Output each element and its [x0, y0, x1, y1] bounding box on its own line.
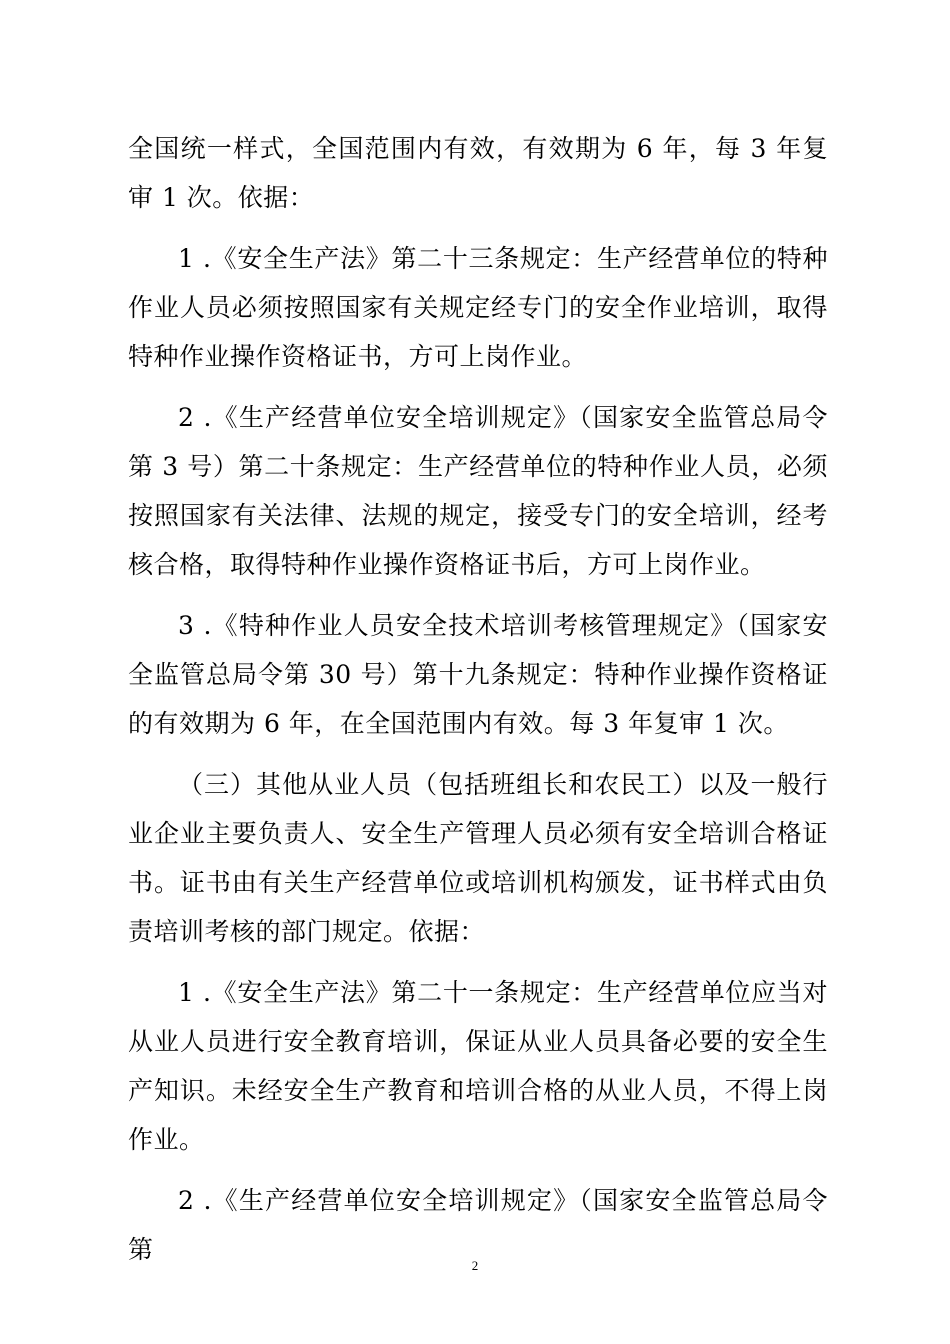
- body-text: [128, 124, 828, 1286]
- paragraph-6: 1 .《安全生产法》第二十一条规定：生产经营单位应当对从业人员进行安全教育培训，保证从业人员具备必要的安全生产知识。未经安全生产教育和培训合格的从业人员，不得上岗作业。: [128, 978, 828, 1154]
- paragraph-3: 2 .《生产经营单位安全培训规定》（国家安全监管总局令第 3 号）第二十条规定：生产经营单位的特种作业人员，必须按照国家有关法律、法规的规定，接受专门的安全培训，经考核合格，取得特种作业操作资格证书后，方可上岗作业。: [128, 403, 828, 579]
- paragraph-5: （三）其他从业人员（包括班组长和农民工）以及一般行业企业主要负责人、安全生产管理人员必须有安全培训合格证书。证书由有关生产经营单位或培训机构颁发，证书样式由负责培训考核的部门规定。依据：: [128, 770, 828, 946]
- paragraph-2: 1 .《安全生产法》第二十三条规定：生产经营单位的特种作业人员必须按照国家有关规定经专门的安全作业培训，取得特种作业操作资格证书，方可上岗作业。: [128, 244, 828, 371]
- paragraph-4: 3 .《特种作业人员安全技术培训考核管理规定》（国家安全监管总局令第 30 号）第十九条规定：特种作业操作资格证的有效期为 6 年，在全国范围内有效。每 3 年复审 1 次。: [128, 611, 828, 738]
- paragraph-1: 全国统一样式，全国范围内有效，有效期为 6 年，每 3 年复审 1 次。依据：: [128, 134, 828, 212]
- paragraph-7: 2 .《生产经营单位安全培训规定》（国家安全监管总局令第: [128, 1186, 828, 1264]
- page-number: 2: [471, 1258, 479, 1273]
